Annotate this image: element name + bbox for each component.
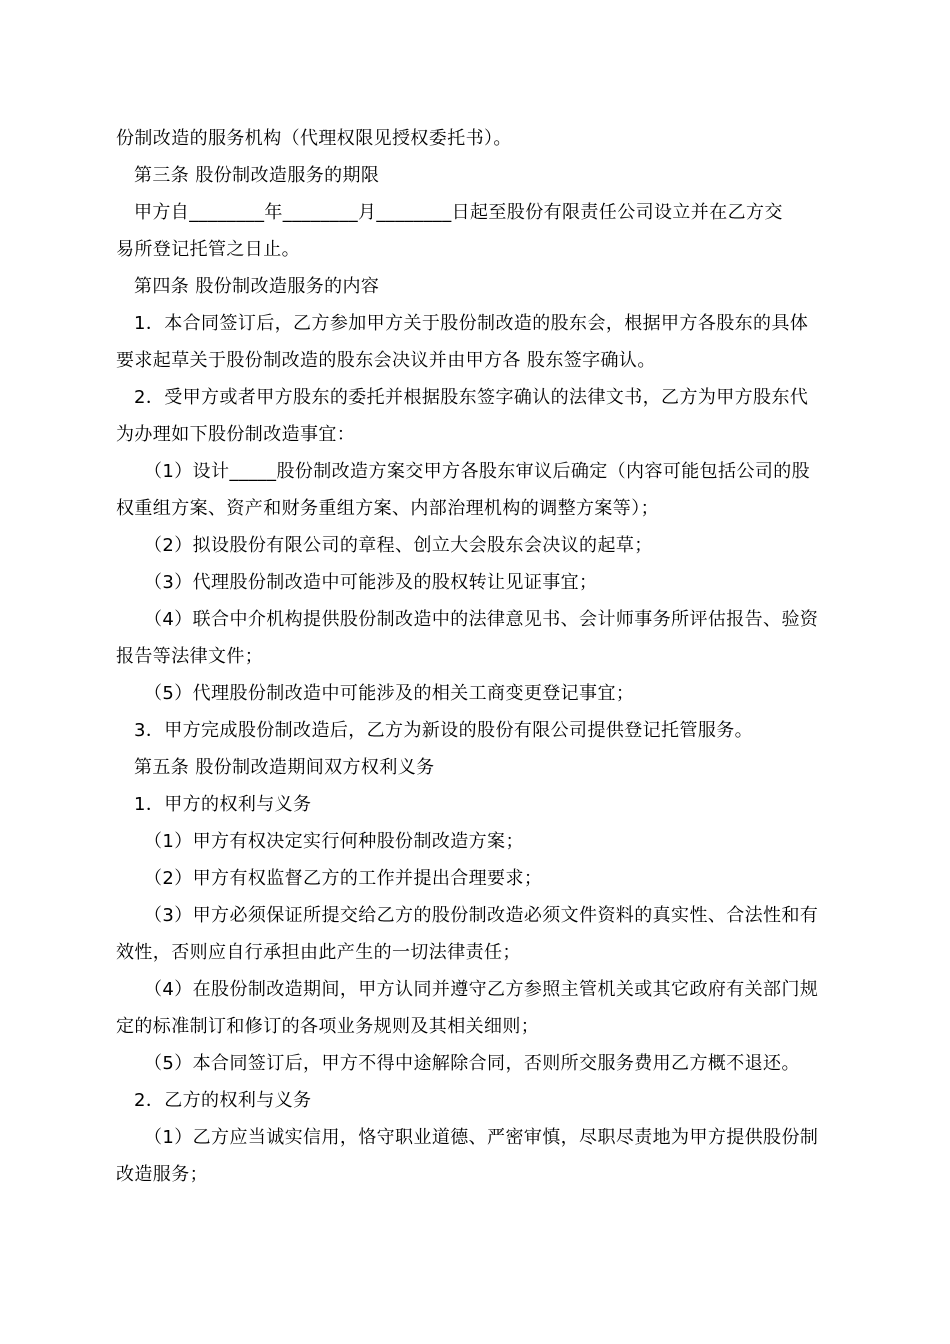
text-line: 要求起草关于股份制改造的股东会决议并由甲方各 股东签字确认。 <box>116 350 656 371</box>
text-line: 1．本合同签订后，乙方参加甲方关于股份制改造的股东会，根据甲方各股东的具体 <box>134 313 809 334</box>
text-line: 2．受甲方或者甲方股东的委托并根据股东签字确认的法律文书，乙方为甲方股东代 <box>134 387 809 408</box>
list-item: （1）设计_____股份制改造方案交甲方各股东审议后确定（内容可能包括公司的股 <box>144 461 811 482</box>
text-line: 定的标准制订和修订的各项业务规则及其相关细则； <box>116 1016 540 1037</box>
list-item: （3）代理股份制改造中可能涉及的股权转让见证事宜； <box>144 572 598 593</box>
list-item: （4）联合中介机构提供股份制改造中的法律意见书、会计师事务所评估报告、验资 <box>144 609 819 630</box>
list-item: （5）代理股份制改造中可能涉及的相关工商变更登记事宜； <box>144 683 635 704</box>
list-item: （2）拟设股份有限公司的章程、创立大会股东会决议的起草； <box>144 535 653 556</box>
text-line: 1．甲方的权利与义务 <box>134 794 312 815</box>
text-line: 报告等法律文件； <box>116 646 264 667</box>
list-item: （1）甲方有权决定实行何种股份制改造方案； <box>144 831 524 852</box>
list-item: （1）乙方应当诚实信用，恪守职业道德、严密审慎，尽职尽责地为甲方提供股份制 <box>144 1127 819 1148</box>
text-line: 易所登记托管之日止。 <box>116 239 300 260</box>
text-line: 甲方自________年________月________日起至股份有限责任公司设立并在乙方交 <box>134 202 783 223</box>
section-heading: 第三条 股份制改造服务的期限 <box>134 165 380 186</box>
list-item: （2）甲方有权监督乙方的工作并提出合理要求； <box>144 868 543 889</box>
text-line: 改造服务； <box>116 1164 208 1185</box>
list-item: （4）在股份制改造期间，甲方认同并遵守乙方参照主管机关或其它政府有关部门规 <box>144 979 819 1000</box>
text-line: 份制改造的服务机构（代理权限见授权委托书）。 <box>116 128 512 149</box>
text-line: 效性，否则应自行承担由此产生的一切法律责任； <box>116 942 521 963</box>
list-item: （5）本合同签订后，甲方不得中途解除合同，否则所交服务费用乙方概不退还。 <box>144 1053 800 1074</box>
list-item: （3）甲方必须保证所提交给乙方的股份制改造必须文件资料的真实性、合法性和有 <box>144 905 819 926</box>
text-line: 2．乙方的权利与义务 <box>134 1090 312 1111</box>
text-line: 3．甲方完成股份制改造后，乙方为新设的股份有限公司提供登记托管服务。 <box>134 720 754 741</box>
section-heading: 第四条 股份制改造服务的内容 <box>134 276 380 297</box>
section-heading: 第五条 股份制改造期间双方权利义务 <box>134 757 435 778</box>
document-body <box>116 120 836 1193</box>
text-line: 为办理如下股份制改造事宜： <box>116 424 356 445</box>
text-line: 权重组方案、资产和财务重组方案、内部治理机构的调整方案等）； <box>116 498 659 519</box>
